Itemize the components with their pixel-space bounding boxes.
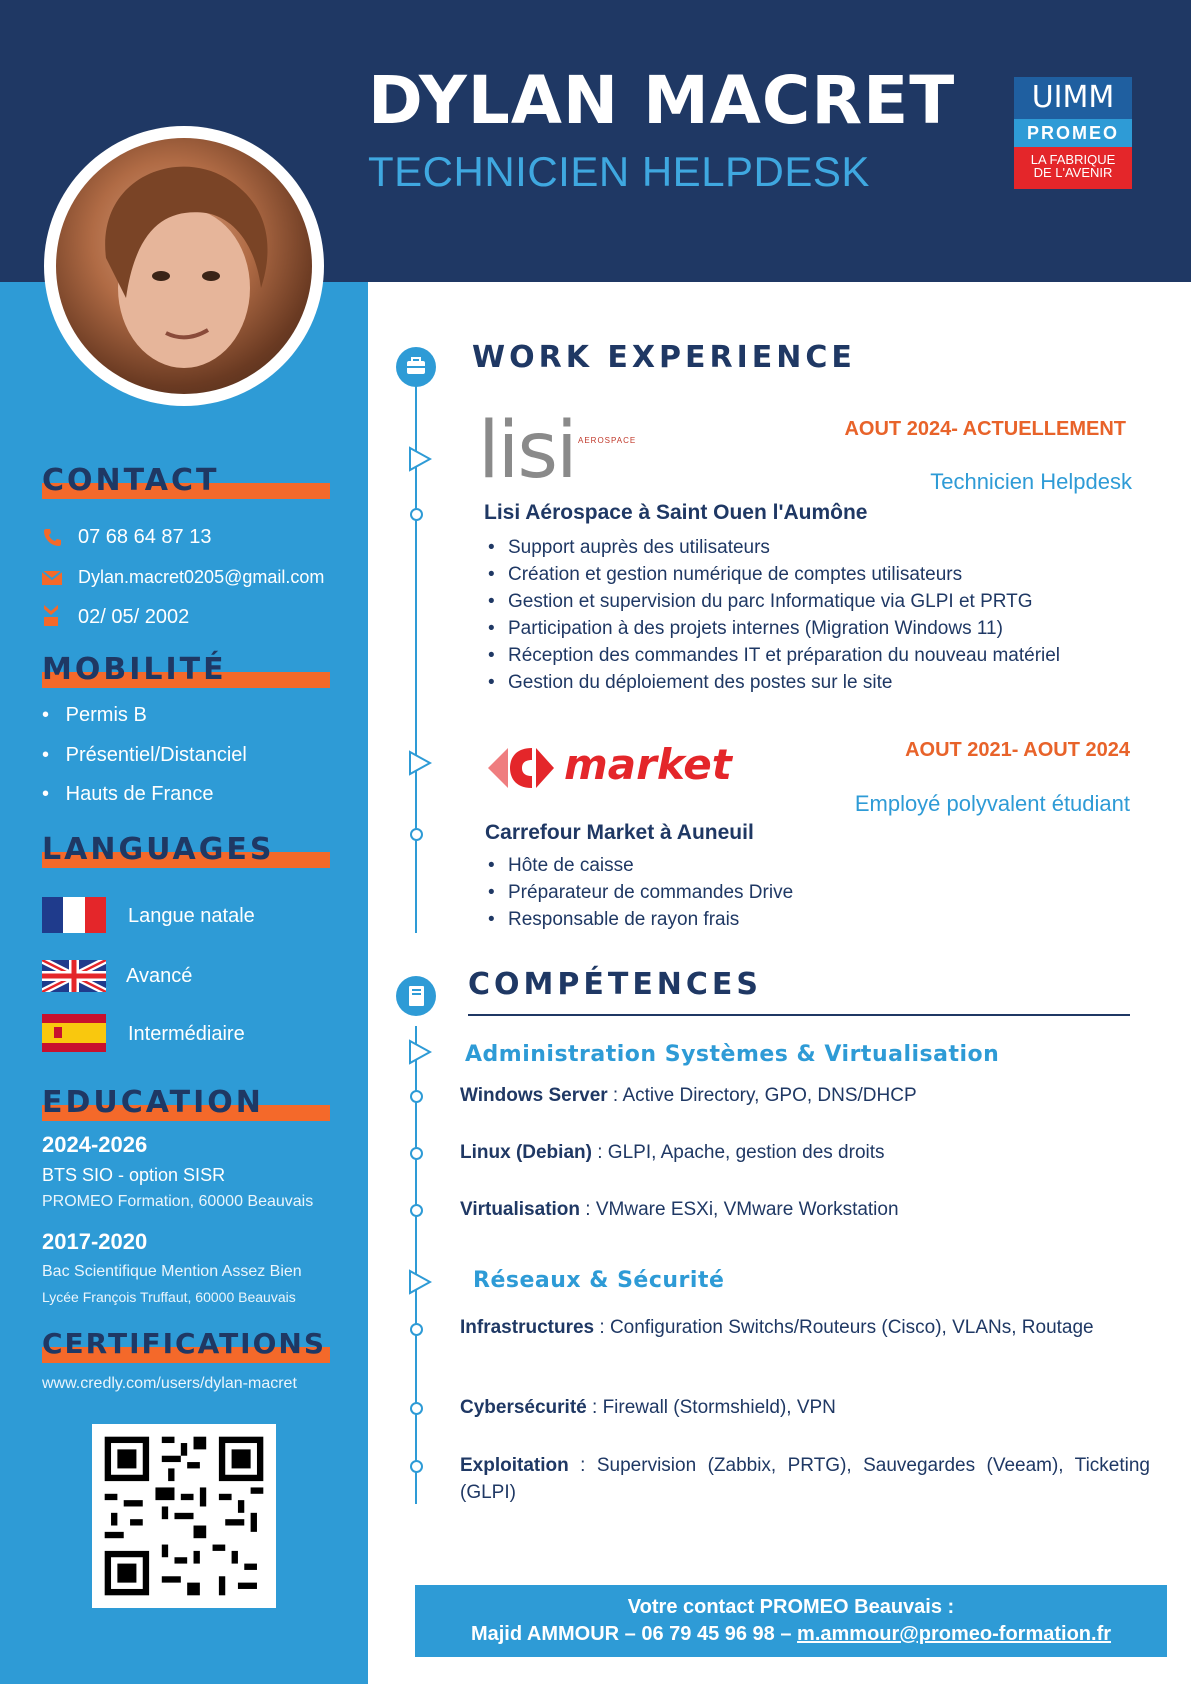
timeline-dot (410, 1204, 423, 1217)
list-item: • Support auprès des utilisateurs (484, 534, 1060, 561)
list-item: • Hôte de caisse (484, 852, 793, 879)
footer-line-1: Votre contact PROMEO Beauvais : (627, 1596, 955, 1618)
mobility-item: • Permis B (42, 704, 147, 726)
avatar (56, 138, 312, 394)
education-degree: BTS SIO - option SISR (42, 1165, 226, 1185)
list-item: • Participation à des projets internes (Migration Windows 11) (484, 615, 1060, 642)
list-item: • Gestion du déploiement des postes sur le site (484, 669, 1060, 696)
languages-heading: LANGUAGES (42, 832, 275, 867)
logo-promeo-text: PROMEO (1014, 119, 1132, 147)
skills-divider (468, 1014, 1130, 1016)
timeline-dot (410, 1090, 423, 1103)
job-tasks (484, 534, 1060, 696)
logo-uimm-text: UIMM (1031, 80, 1115, 115)
language-french-level: Langue natale (128, 905, 255, 927)
book-icon (396, 976, 436, 1016)
job-company: Carrefour Market à Auneuil (485, 821, 754, 844)
footer-line-2: Majid AMMOUR – 06 79 45 96 98 – m.ammour@promeo-formation.fr (470, 1623, 1112, 1645)
work-experience-heading: WORK EXPERIENCE (472, 340, 856, 375)
mobility-item: • Hauts de France (42, 783, 214, 805)
education-school: Lycée François Truffaut, 60000 Beauvais (42, 1289, 296, 1305)
job-date: AOUT 2021- AOUT 2024 (905, 739, 1130, 761)
timeline-dot (410, 1460, 423, 1473)
skill-item: Linux (Debian) : GLPI, Apache, gestion des droits (460, 1142, 885, 1163)
candidate-name: DYLAN MACRET (368, 62, 956, 139)
education-years: 2017-2020 (42, 1229, 148, 1254)
education-degree: Bac Scientifique Mention Assez Bien (42, 1263, 302, 1280)
carrefour-market-logo: market (484, 740, 714, 796)
skill-item: Exploitation : Supervision (Zabbix, PRTG), Sauvegardes (Veeam), Ticketing (GLPI) (460, 1455, 1150, 1503)
certifications-heading: CERTIFICATIONS (42, 1327, 327, 1360)
job-title: Employé polyvalent étudiant (854, 791, 1130, 816)
footer-email-link[interactable]: m.ammour@promeo-formation.fr (797, 1623, 1112, 1645)
timeline-arrow-icon (408, 1269, 432, 1300)
job-title: Technicien Helpdesk (930, 469, 1132, 494)
skill-item: Infrastructures : Configuration Switchs/Routeurs (Cisco), VLANs, Routage (460, 1317, 1094, 1338)
qr-code[interactable] (92, 1424, 276, 1608)
list-item: • Gestion et supervision du parc Informatique via GLPI et PRTG (484, 588, 1060, 615)
job-tasks (484, 852, 793, 933)
skill-item: Cybersécurité : Firewall (Stormshield), VPN (460, 1397, 836, 1418)
language-english-level: Avancé (126, 965, 193, 987)
contact-email[interactable]: Dylan.macret0205@gmail.com (78, 567, 325, 587)
job-date: AOUT 2024- ACTUELLEMENT (844, 418, 1126, 440)
timeline-arrow-icon (408, 750, 432, 781)
birthday-icon (42, 605, 60, 632)
spain-flag-icon (42, 1014, 106, 1057)
mobility-item: • Présentiel/Distanciel (42, 744, 247, 766)
logo-tagline-2: DE L'AVENIR (1033, 165, 1113, 180)
mail-icon (42, 570, 62, 591)
list-item: • Création et gestion numérique de comptes utilisateurs (484, 561, 1060, 588)
education-heading: EDUCATION (42, 1085, 264, 1120)
skills-heading: COMPÉTENCES (468, 967, 763, 1002)
contact-birthdate: 02/ 05/ 2002 (78, 606, 190, 628)
mobility-heading: MOBILITÉ (42, 652, 227, 687)
list-item: • Réception des commandes IT et préparation du nouveau matériel (484, 642, 1060, 669)
education-school: PROMEO Formation, 60000 Beauvais (42, 1193, 314, 1210)
logo-tagline-1: LA FABRIQUE (1030, 152, 1116, 167)
profile-photo (44, 126, 324, 406)
timeline-dot (410, 1147, 423, 1160)
promeo-contact-banner (415, 1585, 1167, 1657)
language-spanish-level: Intermédiaire (128, 1023, 245, 1045)
skill-item: Windows Server : Active Directory, GPO, DNS/DHCP (460, 1085, 917, 1106)
skill-item: Virtualisation : VMware ESXi, VMware Workstation (460, 1199, 899, 1220)
timeline-dot (410, 508, 423, 521)
briefcase-icon (396, 347, 436, 387)
contact-heading: CONTACT (42, 463, 220, 498)
phone-icon (42, 527, 62, 552)
lisi-logo: lisi AEROSPACE (478, 406, 637, 496)
education-years: 2024-2026 (42, 1132, 148, 1157)
logo-tagline (1014, 147, 1132, 189)
skill-category: Administration Systèmes & Virtualisation (465, 1042, 1000, 1067)
timeline-dot (410, 1402, 423, 1415)
contact-phone[interactable]: 07 68 64 87 13 (78, 526, 212, 548)
french-flag-icon (42, 897, 106, 938)
certifications-url[interactable]: www.credly.com/users/dylan-macret (42, 1375, 297, 1392)
uimm-promeo-logo (1014, 77, 1132, 189)
list-item: • Préparateur de commandes Drive (484, 879, 793, 906)
timeline-dot (410, 828, 423, 841)
timeline-dot (410, 1323, 423, 1336)
timeline-arrow-icon (408, 446, 432, 477)
list-item: • Responsable de rayon frais (484, 906, 793, 933)
candidate-title: TECHNICIEN HELPDESK (368, 148, 870, 195)
skill-category: Réseaux & Sécurité (473, 1268, 725, 1293)
job-company: Lisi Aérospace à Saint Ouen l'Aumône (484, 501, 868, 524)
timeline-arrow-icon (408, 1039, 432, 1070)
uk-flag-icon (42, 960, 106, 997)
